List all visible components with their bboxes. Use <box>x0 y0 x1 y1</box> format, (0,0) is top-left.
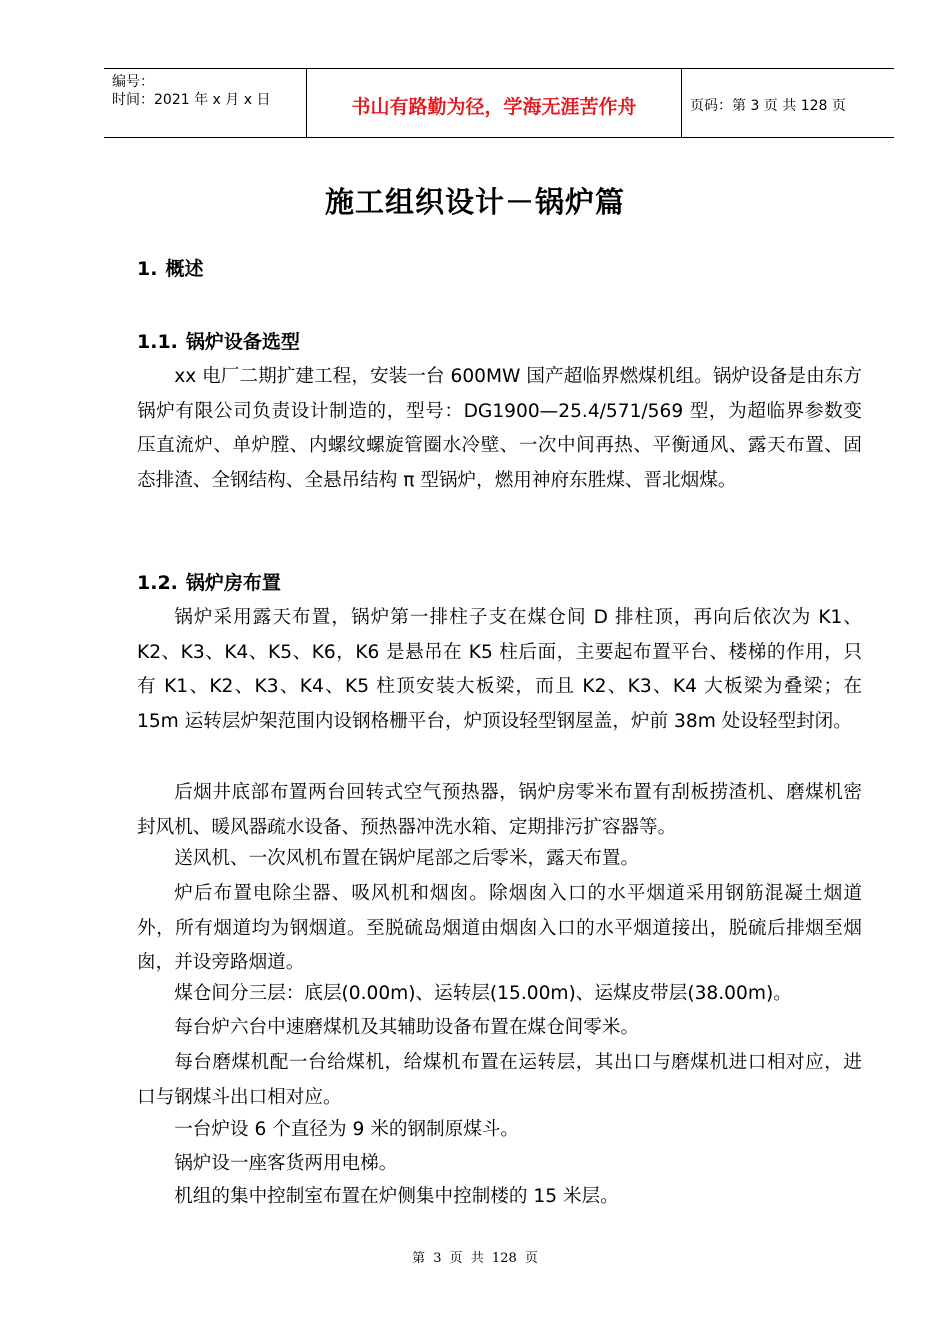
header-info-cell <box>104 69 307 137</box>
section-title: 概述 <box>165 258 204 280</box>
header-time: 时间：2021 年 x 月 x 日 <box>112 92 271 108</box>
header-number: 编号： <box>112 74 154 90</box>
section-number: 1.2. <box>137 572 178 594</box>
section-number: 1.1. <box>137 331 178 353</box>
section-1-heading <box>137 254 203 281</box>
section-title: 锅炉房布置 <box>185 572 281 594</box>
paragraph: 机组的集中控制室布置在炉侧集中控制楼的 15 米层。 <box>174 1186 619 1207</box>
header-page-cell <box>682 69 894 137</box>
paragraph: 后烟井底部布置两台回转式空气预热器，锅炉房零米布置有刮板捞渣机、磨煤机密封风机、暖风器疏水设备、预热器冲洗水箱、定期排污扩容器等。 <box>137 782 862 838</box>
paragraph: 一台炉设 6 个直径为 9 米的钢制原煤斗。 <box>174 1119 519 1140</box>
paragraph: 每台磨煤机配一台给煤机，给煤机布置在运转层，其出口与磨煤机进口相对应，进口与钢煤斗出口相对应。 <box>137 1052 862 1108</box>
paragraph: xx 电厂二期扩建工程，安装一台 600MW 国产超临界燃煤机组。锅炉设备是由东方锅炉有限公司负责设计制造的，型号：DG1900—25.4/571/569 型，为超临界参数变压直流炉、单炉膛、内螺纹螺旋管圈水冷壁、一次中间再热、平衡通风、露天布置、固态排渣、全钢结构、全悬吊结构 π 型锅炉，燃用神府东胜煤、晋北烟煤。 <box>137 366 862 491</box>
paragraph: 每台炉六台中速磨煤机及其辅助设备布置在煤仓间零米。 <box>174 1017 640 1038</box>
section-1-2-heading <box>137 568 281 595</box>
document-title: 施工组织设计－锅炉篇 <box>324 185 625 219</box>
header-motto: 书山有路勤为径，学海无涯苦作舟 <box>351 96 637 118</box>
paragraph: 送风机、一次风机布置在锅炉尾部之后零米，露天布置。 <box>174 848 640 869</box>
section-number: 1. <box>137 258 158 280</box>
header-page-number: 页码：第 3 页 共 128 页 <box>690 98 846 114</box>
paragraph: 炉后布置电除尘器、吸风机和烟囱。除烟囱入口的水平烟道采用钢筋混凝土烟道外，所有烟道均为钢烟道。至脱硫岛烟道由烟囱入口的水平烟道接出，脱硫后排烟至烟囱，并设旁路烟道。 <box>137 883 862 973</box>
paragraph: 锅炉采用露天布置，锅炉第一排柱子支在煤仓间 D 排柱顶，再向后依次为 K1、K2、K3、K4、K5、K6，K6 是悬吊在 K5 柱后面，主要起布置平台、楼梯的作用，只有 K1、K2、K3、K4、K5 柱顶安装大板梁，而且 K2、K3、K4 大板梁为叠梁；在 15m 运转层炉架范围内设钢格栅平台，炉顶设轻型钢屋盖，炉前 38m 处设轻型封闭。 <box>137 607 862 732</box>
paragraph: 煤仓间分三层：底层(0.00m)、运转层(15.00m)、运煤皮带层(38.00m)。 <box>174 983 792 1004</box>
header-motto-cell <box>307 69 682 137</box>
section-1-1-heading <box>137 327 300 354</box>
page-footer: 第 3 页 共 128 页 <box>412 1251 538 1266</box>
page-header <box>104 68 894 138</box>
section-title: 锅炉设备选型 <box>185 331 300 353</box>
paragraph: 锅炉设一座客货两用电梯。 <box>174 1153 398 1174</box>
